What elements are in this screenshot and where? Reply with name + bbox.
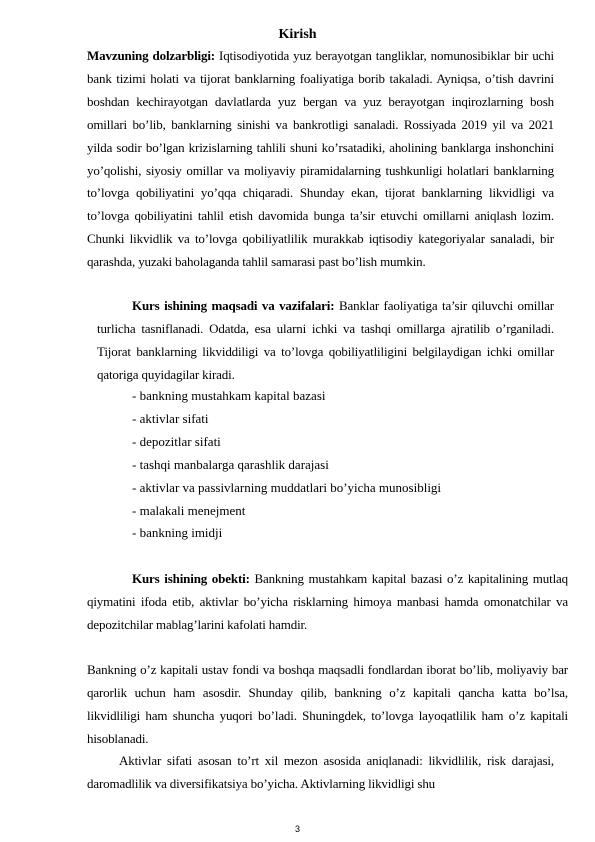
relevance-heading: Mavzuning dolzarbligi: xyxy=(87,48,215,63)
goal-heading: Kurs ishining maqsadi va vazifalari: xyxy=(132,298,335,313)
assets-paragraph: Aktivlar sifati asosan to’rt xil mezon asosida aniqlanadi: likvidlilik, risk darajasi, daromadlilik va diversifikatsiya bo’yicha. Aktivlarning likvidligi shu xyxy=(87,753,554,791)
list-item: - tashqi manbalarga qarashlik darajasi xyxy=(132,456,329,472)
list-item: - aktivlar sifati xyxy=(132,410,209,426)
page-number: 3 xyxy=(294,824,300,834)
list-item: - bankning mustahkam kapital bazasi xyxy=(132,388,326,403)
goal-text: Banklar faoliyatiga ta’sir qiluvchi omillar turlicha tasniflanadi. Odatda, esa ularni ichki va tashqi omillarga ajratilib o’rganiladi. Tijorat banklarning likviddiligi va to’lovga qobiliyatliligini belgilaydigan ichki omillar qatoriga quyidagilar kiradi. xyxy=(97,298,554,382)
capital-paragraph: Bankning o’z kapitali ustav fondi va boshqa maqsadli fondlardan iborat bo’lib, moliyaviy bar qarorlik uchun ham asosdir. Shunday qilib, bankning o’z kapitali qancha katta bo’lsa, likvidliligi ham shuncha yuqori bo’ladi. Shuningdek, to’lovga layoqatlilik ham o’z kapitali hisoblanadi. xyxy=(87,662,568,746)
relevance-paragraph xyxy=(87,45,554,274)
list-item: - aktivlar va passivlarning muddatlari bo’yicha munosibligi xyxy=(132,479,442,495)
internal-factors-list xyxy=(132,385,552,545)
list-item: - depozitlar sifati xyxy=(132,433,221,449)
goal-paragraph xyxy=(97,295,554,387)
relevance-text: Iqtisodiyotida yuz berayotgan tangliklar, nomunosibiklar bir uchi bank tizimi holati va tijorat banklarning foaliyatiga borib takaladi. Ayniqsa, o’tish davrini boshdan kechirayotgan davlatlarda yuz bergan va yuz berayotgan inqirozlarning bosh omillari bo’lib, banklarning sinishi va bankrotligi sanaladi. Rossiyada 2019 yil va 2021 yilda sodir bo’lgan krizislarning tahlili shuni ko’rsatadiki, aholining banklarga inshonchini yo’qolishi, siyosiy omillar va moliyaviy piramidalarning tushkunligi holatlari banklarning to’lovga qobiliyatini yo’qqa chiqaradi. Shunday ekan, tijorat banklarning likvidligi va to’lovga qobiliyatini tahlil etish davomida bunga ta’sir etuvchi omillarni aniqlash lozim. Chunki likvidlik va to’lovga qobiliyatlilik murakkab iqtisodiy kategoriyalar sanaladi, bir qarashda, yuzaki baholaganda tahlil samarasi past bo’lish mumkin. xyxy=(87,48,554,270)
object-heading: Kurs ishining obekti: xyxy=(132,571,250,586)
object-text: Bankning mustahkam kapital bazasi o’z kapitalining mutlaq qiymatini ifoda etib, aktivlar bo’yicha risklarning himoya manbasi hamda omonatchilar va depozitchilar mablag’larini kafolati hamdir. xyxy=(87,571,568,632)
object-paragraph xyxy=(87,568,568,637)
page-title: Kirish xyxy=(278,27,317,42)
list-item: - bankning imidji xyxy=(132,525,223,541)
list-item: - malakali menejment xyxy=(132,502,246,518)
